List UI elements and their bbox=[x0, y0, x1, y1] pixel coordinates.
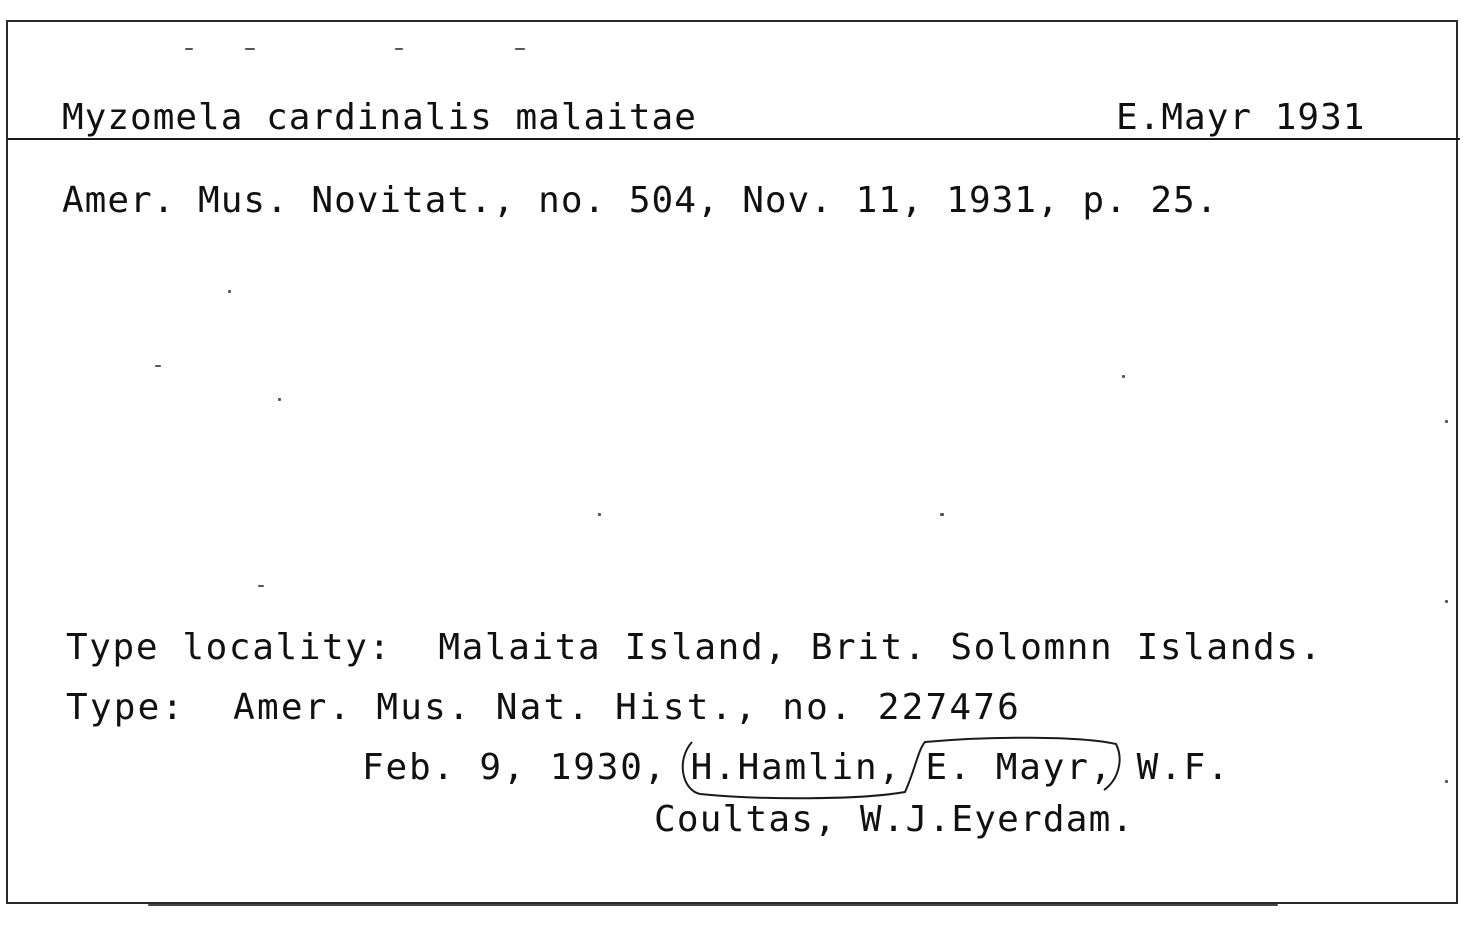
speck-mark bbox=[258, 585, 264, 587]
collection-date-collectors-line: Feb. 9, 1930, H.Hamlin, E. Mayr, W.F. bbox=[362, 747, 1231, 788]
author-year: E.Mayr 1931 bbox=[1116, 97, 1366, 138]
speck-mark bbox=[245, 48, 255, 50]
speck-mark bbox=[278, 398, 281, 401]
speck-mark bbox=[1445, 420, 1448, 423]
speck-mark bbox=[940, 513, 944, 516]
header-rule bbox=[8, 138, 1460, 140]
speck-mark bbox=[228, 290, 231, 293]
speck-mark bbox=[1445, 780, 1448, 783]
type-specimen-line: Type: Amer. Mus. Nat. Hist., no. 227476 bbox=[66, 687, 1021, 728]
speck-mark bbox=[155, 365, 161, 367]
speck-mark bbox=[148, 904, 1278, 906]
speck-mark bbox=[515, 48, 525, 50]
collectors-continued-line: Coultas, W.J.Eyerdam. bbox=[654, 799, 1135, 840]
speck-mark bbox=[185, 48, 193, 50]
citation: Amer. Mus. Novitat., no. 504, Nov. 11, 1931, p. 25. bbox=[62, 180, 1219, 221]
type-locality-line: Type locality: Malaita Island, Brit. Solomnn Islands. bbox=[66, 627, 1323, 668]
speck-mark bbox=[598, 513, 601, 516]
speck-mark bbox=[1122, 375, 1125, 378]
taxon-name: Myzomela cardinalis malaitae bbox=[62, 97, 697, 138]
speck-mark bbox=[395, 48, 403, 50]
speck-mark bbox=[1445, 600, 1448, 603]
